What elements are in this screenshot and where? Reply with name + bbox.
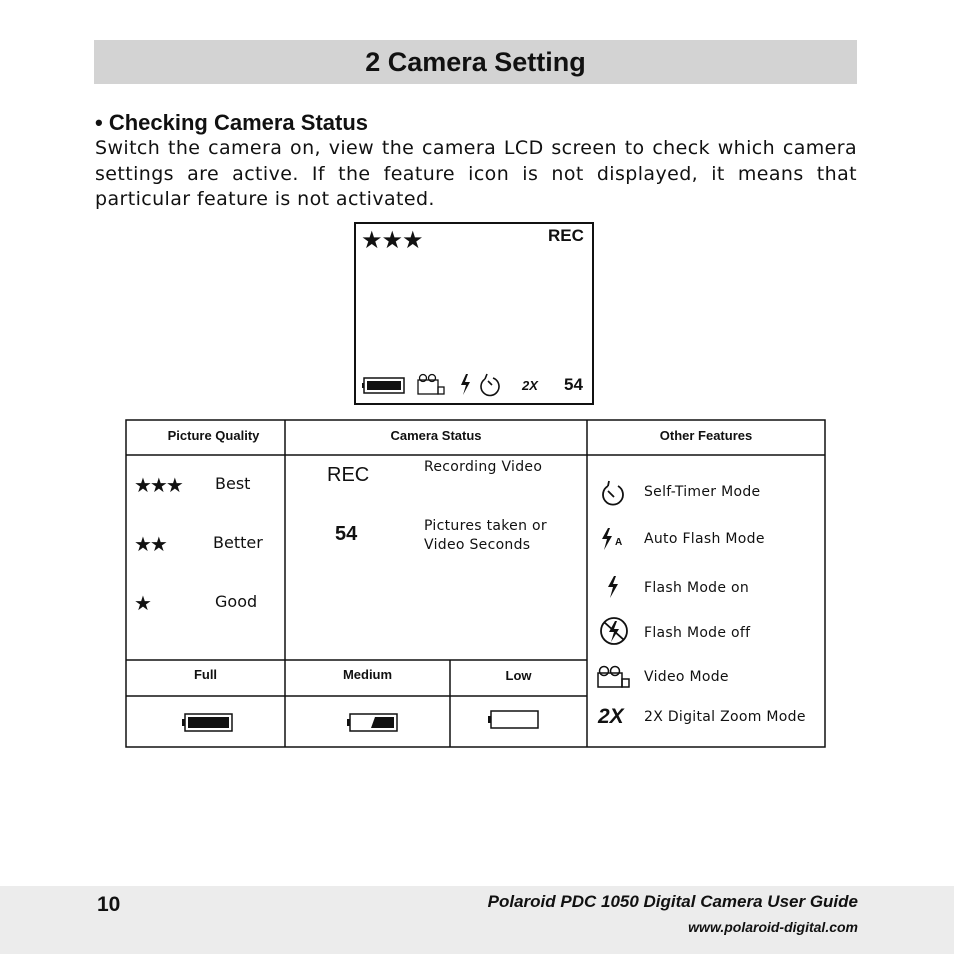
page-number: 10 (97, 893, 121, 916)
guide-title: Polaroid PDC 1050 Digital Camera User Guide (487, 892, 858, 911)
section-body: Switch the camera on, view the camera LCD screen to check which camera settings are active. If the feature icon is not displayed, it means that particular feature is not activated. (95, 137, 857, 210)
feature-label-video: Video Mode (644, 669, 729, 685)
quality-label-better: Better (213, 533, 263, 552)
footer-url: www.polaroid-digital.com (688, 919, 858, 935)
feature-label-digital-zoom: 2X Digital Zoom Mode (644, 709, 806, 725)
section-heading: • Checking Camera Status (95, 110, 369, 135)
battery-header-low: Low (505, 668, 532, 683)
auto-flash-suffix: A (615, 537, 623, 548)
battery-full-icon (180, 710, 240, 736)
lcd-rec-label: REC (548, 226, 584, 245)
quality-label-good: Good (215, 592, 258, 611)
lcd-quality-stars: ★★★ (361, 226, 423, 254)
digital-zoom-icon: 2X (598, 705, 624, 728)
feature-label-flash-on: Flash Mode on (644, 580, 750, 596)
header-other-features: Other Features (659, 428, 753, 443)
header-picture-quality: Picture Quality (167, 428, 260, 443)
status-rec-description: Recording Video (424, 459, 543, 475)
header-camera-status: Camera Status (390, 428, 482, 443)
status-count-description-line2: Video Seconds (424, 537, 531, 553)
video-mode-icon (596, 664, 634, 690)
battery-low-icon (486, 707, 546, 733)
lcd-count: 54 (564, 375, 583, 394)
flash-off-icon (598, 615, 632, 649)
quality-stars-good: ★ (134, 591, 152, 615)
page-title: 2 Camera Setting (365, 47, 586, 77)
battery-header-medium: Medium (342, 667, 393, 682)
status-count-description-line1: Pictures taken or (424, 518, 547, 534)
battery-header-full: Full (193, 667, 218, 682)
feature-label-self-timer: Self-Timer Mode (644, 484, 761, 500)
quality-label-best: Best (215, 474, 251, 493)
lcd-zoom-label: 2X (522, 378, 538, 393)
quality-stars-better: ★★ (134, 532, 166, 556)
status-count-symbol: 54 (335, 523, 358, 545)
quality-stars-best: ★★★ (134, 473, 182, 497)
feature-label-flash-off: Flash Mode off (644, 625, 751, 641)
flash-on-icon (606, 574, 626, 600)
feature-label-auto-flash: Auto Flash Mode (644, 531, 765, 547)
battery-medium-icon (345, 710, 405, 736)
status-rec-symbol: REC (327, 464, 370, 486)
self-timer-icon (596, 480, 632, 512)
